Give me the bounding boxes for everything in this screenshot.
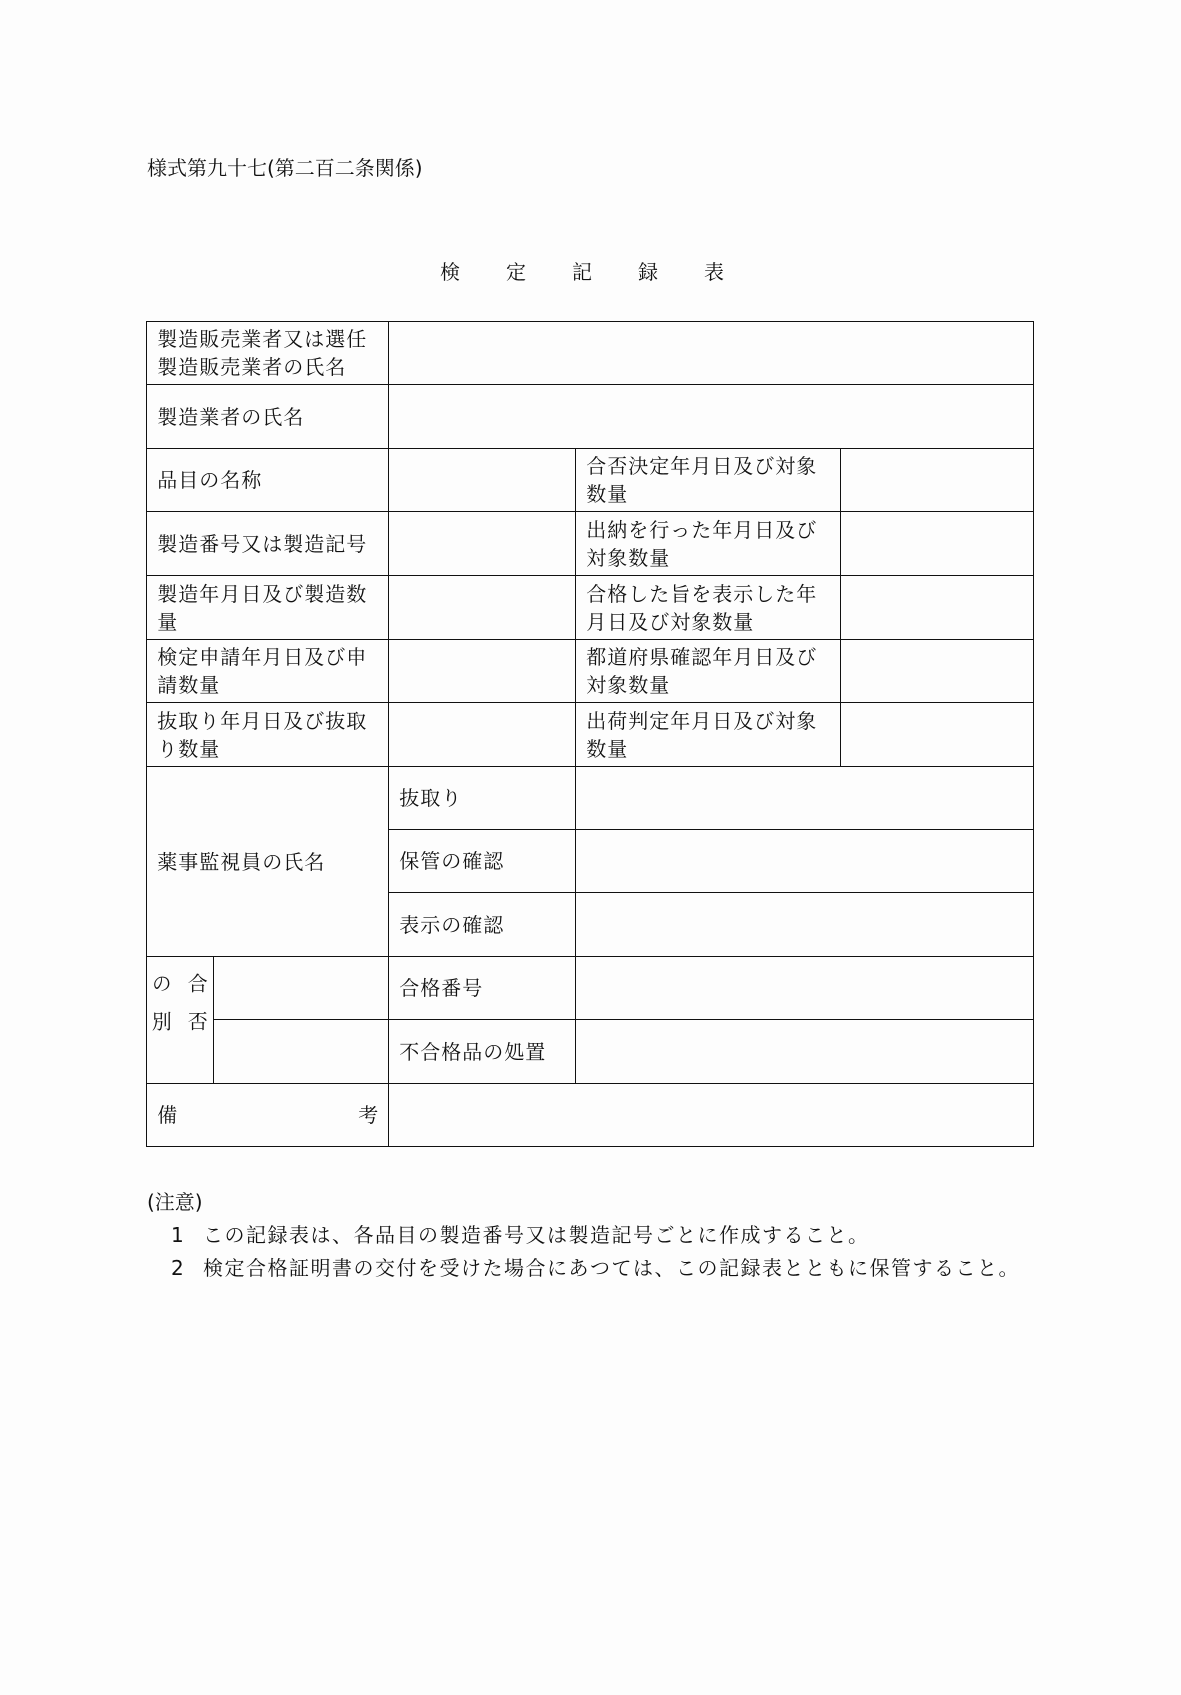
label-text: 合格した旨を表示した年月日及び対象数量 bbox=[586, 581, 818, 634]
title-char: 表 bbox=[704, 260, 724, 284]
label-text-right: 考 bbox=[358, 1103, 379, 1128]
label-text: 合否決定年月日及び対象数量 bbox=[586, 454, 818, 507]
notes-heading: (注意) bbox=[147, 1190, 203, 1214]
label-text: 合格番号 bbox=[399, 976, 484, 1001]
label-text: 保管の確認 bbox=[399, 849, 505, 874]
title-char: 定 bbox=[506, 260, 526, 284]
title-char: 検 bbox=[440, 260, 460, 284]
note-text: この記録表は、各品目の製造番号又は製造記号ごとに作成すること。 bbox=[203, 1223, 870, 1247]
label-pass-display-date-qty bbox=[575, 575, 841, 640]
field-inspector-sampling[interactable] bbox=[575, 766, 1034, 830]
label-text: 品目の名称 bbox=[157, 468, 263, 493]
label-pass-number bbox=[388, 956, 576, 1020]
field-shipment-decision-date-qty[interactable] bbox=[840, 702, 1034, 767]
label-text: 抜取り年月日及び抜取り数量 bbox=[157, 708, 368, 761]
field-pass-number[interactable] bbox=[575, 956, 1034, 1020]
label-text-right: 合否 bbox=[184, 973, 209, 1050]
label-manufacturer-name bbox=[146, 384, 389, 449]
note-text: 検定合格証明書の交付を受けた場合にあつては、この記録表とともに保管すること。 bbox=[203, 1256, 1020, 1280]
title-char: 記 bbox=[572, 260, 592, 284]
label-text: 抜取り bbox=[399, 786, 463, 811]
label-text: 製造番号又は製造記号 bbox=[157, 531, 368, 556]
label-marketer-name bbox=[146, 321, 389, 385]
label-text: 製造業者の氏名 bbox=[157, 404, 305, 429]
label-application-date-qty bbox=[146, 639, 389, 703]
label-rejected-disposition bbox=[388, 1019, 576, 1084]
field-pass-decision-date-qty[interactable] bbox=[840, 448, 1034, 512]
note-item bbox=[147, 1252, 1020, 1285]
field-inspector-storage-check[interactable] bbox=[575, 829, 1034, 893]
label-text: 出納を行った年月日及び対象数量 bbox=[586, 517, 818, 570]
note-item bbox=[147, 1219, 1020, 1252]
label-prefecture-confirm-date-qty bbox=[575, 639, 841, 703]
note-number: 2 bbox=[171, 1256, 186, 1280]
field-pass-display-date-qty[interactable] bbox=[840, 575, 1034, 640]
field-lot-number[interactable] bbox=[388, 511, 576, 576]
notes-section bbox=[147, 1186, 1020, 1285]
field-pass-result[interactable] bbox=[213, 956, 389, 1020]
label-text: 都道府県確認年月日及び対象数量 bbox=[586, 645, 818, 698]
label-text-left: 備 bbox=[157, 1103, 178, 1128]
label-inspector-name bbox=[146, 766, 389, 957]
pass-fail-vertical-label bbox=[148, 973, 209, 1050]
remarks-label bbox=[157, 1101, 378, 1129]
label-text-left: の別 bbox=[148, 973, 173, 1050]
label-pass-decision-date-qty bbox=[575, 448, 841, 512]
label-manufacture-date-qty bbox=[146, 575, 389, 640]
field-sampling-date-qty[interactable] bbox=[388, 702, 576, 767]
field-inspector-label-check[interactable] bbox=[575, 892, 1034, 957]
label-inspector-label-check bbox=[388, 892, 576, 957]
label-text: 検定申請年月日及び申請数量 bbox=[157, 645, 368, 698]
field-marketer-name[interactable] bbox=[388, 321, 1034, 385]
field-fail-result[interactable] bbox=[213, 1019, 389, 1084]
label-inspector-storage-check bbox=[388, 829, 576, 893]
label-text: 製造年月日及び製造数量 bbox=[157, 581, 368, 634]
note-number: 1 bbox=[171, 1223, 186, 1247]
label-remarks bbox=[146, 1083, 389, 1147]
field-rejected-disposition[interactable] bbox=[575, 1019, 1034, 1084]
label-text: 製造販売業者又は選任製造販売業者の氏名 bbox=[157, 327, 368, 380]
label-text: 出荷判定年月日及び対象数量 bbox=[586, 708, 818, 761]
label-text: 薬事監視員の氏名 bbox=[157, 849, 326, 874]
field-product-name[interactable] bbox=[388, 448, 576, 512]
label-inspector-sampling bbox=[388, 766, 576, 830]
label-shipment-decision-date-qty bbox=[575, 702, 841, 767]
form-number-label: 様式第九十七(第二百二条関係) bbox=[147, 156, 423, 180]
field-manufacturer-name[interactable] bbox=[388, 384, 1034, 449]
field-prefecture-confirm-date-qty[interactable] bbox=[840, 639, 1034, 703]
field-dispatch-date-qty[interactable] bbox=[840, 511, 1034, 576]
label-sampling-date-qty bbox=[146, 702, 389, 767]
field-remarks[interactable] bbox=[388, 1083, 1034, 1147]
label-text: 不合格品の処置 bbox=[399, 1039, 547, 1064]
field-manufacture-date-qty[interactable] bbox=[388, 575, 576, 640]
label-lot-number bbox=[146, 511, 389, 576]
field-application-date-qty[interactable] bbox=[388, 639, 576, 703]
title-char: 録 bbox=[638, 260, 658, 284]
label-pass-fail bbox=[146, 956, 214, 1084]
label-dispatch-date-qty bbox=[575, 511, 841, 576]
label-product-name bbox=[146, 448, 389, 512]
label-text: 表示の確認 bbox=[399, 912, 505, 937]
